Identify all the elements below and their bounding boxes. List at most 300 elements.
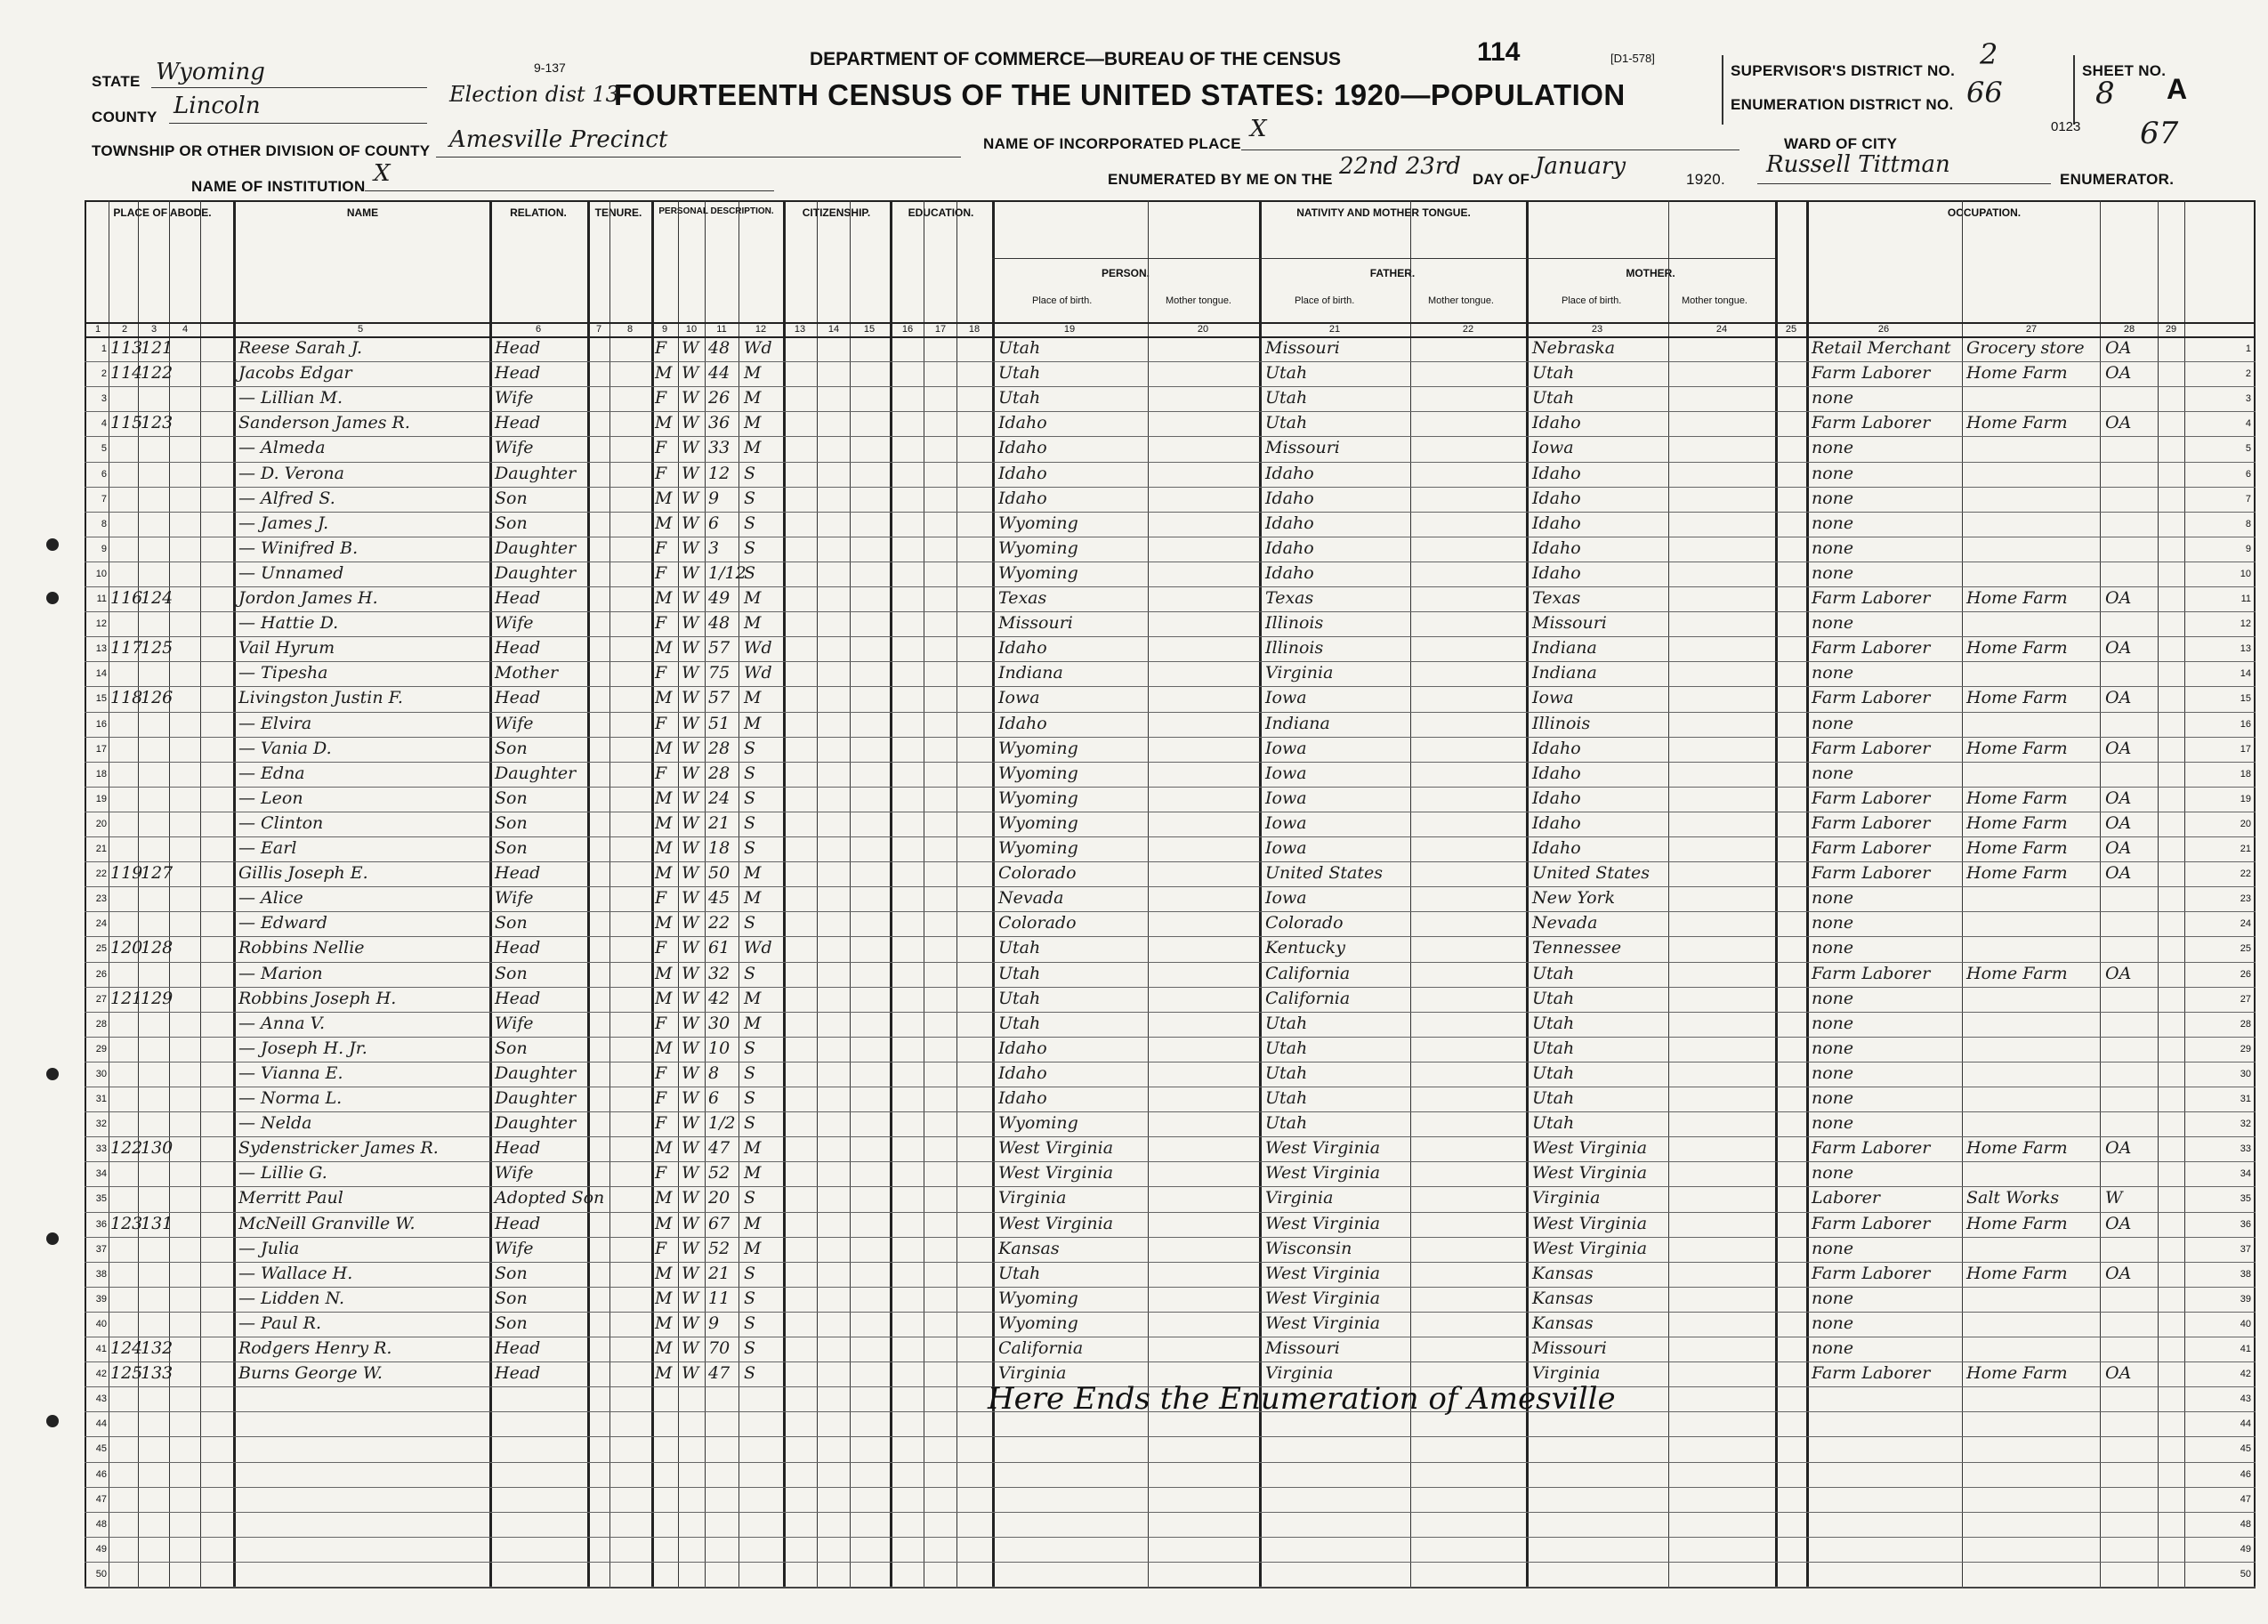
birthplace-mother: Illinois bbox=[1532, 713, 1591, 733]
col-divider bbox=[1410, 200, 1411, 1588]
col-divider bbox=[1526, 200, 1529, 1588]
column-number: 14 bbox=[827, 324, 840, 335]
class-of-worker: W bbox=[2105, 1188, 2123, 1208]
row-rule bbox=[85, 737, 2256, 738]
birthplace-mother: Utah bbox=[1532, 1113, 1575, 1134]
election-district-note: Election dist 13 bbox=[449, 82, 619, 107]
person-name: Robbins Joseph H. bbox=[238, 988, 397, 1008]
row-number: 24 bbox=[2240, 918, 2251, 930]
race: W bbox=[682, 888, 699, 909]
row-rule bbox=[85, 936, 2256, 937]
row-rule bbox=[85, 1287, 2256, 1288]
industry: Home Farm bbox=[1966, 363, 2068, 384]
dwelling-number: 125 bbox=[110, 1363, 143, 1384]
row-rule bbox=[85, 1537, 2256, 1538]
group-nativity: NATIVITY AND MOTHER TONGUE. bbox=[1296, 206, 1471, 219]
relation: Son bbox=[495, 1313, 528, 1333]
marital-status: S bbox=[744, 763, 756, 783]
row-rule bbox=[85, 1361, 2256, 1362]
industry: Home Farm bbox=[1966, 688, 2068, 708]
age: 9 bbox=[708, 1313, 720, 1333]
sex: M bbox=[655, 488, 673, 508]
class-of-worker: OA bbox=[2105, 1263, 2132, 1283]
row-number: 35 bbox=[2240, 1193, 2251, 1205]
occupation: none bbox=[1812, 438, 1854, 458]
relation: Daughter bbox=[495, 1088, 577, 1108]
race: W bbox=[682, 438, 699, 458]
age: 75 bbox=[708, 663, 730, 683]
birthplace-person: Idaho bbox=[998, 713, 1047, 733]
birthplace-father: West Virginia bbox=[1265, 1163, 1381, 1184]
class-of-worker: OA bbox=[2105, 638, 2132, 658]
sex: M bbox=[655, 988, 673, 1008]
col-divider bbox=[651, 200, 654, 1588]
occupation: none bbox=[1812, 537, 1854, 558]
row-number: 17 bbox=[2240, 743, 2251, 755]
row-number: 50 bbox=[95, 1568, 107, 1580]
enumerator-name: Russell Tittman bbox=[1766, 151, 1950, 178]
relation: Son bbox=[495, 1038, 528, 1058]
person-name: — Winifred B. bbox=[238, 537, 359, 558]
sex: M bbox=[655, 413, 673, 433]
industry: Home Farm bbox=[1966, 788, 2068, 808]
birthplace-mother: West Virginia bbox=[1532, 1138, 1648, 1159]
sex: F bbox=[655, 463, 667, 483]
subhead-mother-birthplace: Place of birth. bbox=[1562, 295, 1622, 306]
marital-status: S bbox=[744, 1288, 756, 1308]
age: 32 bbox=[708, 963, 730, 983]
row-rule bbox=[85, 661, 2256, 662]
relation: Son bbox=[495, 788, 528, 808]
family-number: 127 bbox=[141, 863, 174, 884]
occupation: Farm Laborer bbox=[1812, 863, 1931, 884]
birthplace-mother: Utah bbox=[1532, 1038, 1575, 1058]
punch-hole bbox=[46, 1415, 59, 1427]
row-number: 46 bbox=[95, 1468, 107, 1480]
birthplace-mother: Kansas bbox=[1532, 1313, 1594, 1333]
row-number: 38 bbox=[2240, 1268, 2251, 1280]
sex: F bbox=[655, 1088, 667, 1108]
row-rule bbox=[85, 1262, 2256, 1263]
row-number: 2 bbox=[2245, 368, 2251, 380]
row-number: 31 bbox=[95, 1094, 107, 1104]
sex: M bbox=[655, 838, 673, 858]
person-name: — Alice bbox=[238, 888, 303, 909]
row-number: 19 bbox=[2240, 793, 2251, 804]
row-number: 5 bbox=[101, 443, 107, 455]
age: 26 bbox=[708, 388, 730, 408]
row-number: 49 bbox=[2240, 1543, 2251, 1555]
marital-status: S bbox=[744, 1188, 756, 1208]
occupation: none bbox=[1812, 1338, 1854, 1358]
row-number: 48 bbox=[2240, 1518, 2251, 1530]
relation: Head bbox=[495, 338, 541, 358]
sex: F bbox=[655, 763, 667, 783]
birthplace-mother: Utah bbox=[1532, 963, 1575, 983]
birthplace-father: Virginia bbox=[1265, 1188, 1334, 1208]
race: W bbox=[682, 488, 699, 508]
industry: Grocery store bbox=[1966, 338, 2085, 358]
birthplace-father: California bbox=[1265, 963, 1351, 983]
person-name: — Hattie D. bbox=[238, 613, 339, 634]
row-number: 41 bbox=[95, 1344, 107, 1354]
dwelling-number: 116 bbox=[110, 588, 143, 608]
race: W bbox=[682, 913, 699, 933]
person-name: — James J. bbox=[238, 513, 329, 533]
day-of-label: DAY OF bbox=[1473, 171, 1530, 188]
sheet-letter: A bbox=[2167, 73, 2188, 105]
relation: Wife bbox=[495, 888, 534, 909]
row-number: 41 bbox=[2240, 1344, 2251, 1354]
column-number: 11 bbox=[716, 324, 727, 335]
row-rule bbox=[85, 1562, 2256, 1563]
birthplace-mother: Idaho bbox=[1532, 413, 1581, 433]
row-number: 31 bbox=[2240, 1094, 2251, 1104]
row-number: 36 bbox=[95, 1218, 107, 1230]
family-number: 128 bbox=[141, 938, 174, 958]
sex: M bbox=[655, 1038, 673, 1058]
row-number: 27 bbox=[2240, 993, 2251, 1005]
col-divider bbox=[678, 200, 679, 1588]
birthplace-father: Utah bbox=[1265, 413, 1308, 433]
occupation: none bbox=[1812, 613, 1854, 634]
marital-status: S bbox=[744, 1062, 756, 1083]
race: W bbox=[682, 788, 699, 808]
occupation: Laborer bbox=[1812, 1188, 1880, 1208]
sex: M bbox=[655, 638, 673, 658]
race: W bbox=[682, 1088, 699, 1108]
race: W bbox=[682, 1038, 699, 1058]
birthplace-father: Virginia bbox=[1265, 663, 1334, 683]
county-label: COUNTY bbox=[92, 109, 157, 125]
marital-status: S bbox=[744, 562, 756, 583]
age: 24 bbox=[708, 788, 730, 808]
row-rule bbox=[85, 1012, 2256, 1013]
group-name: NAME bbox=[346, 206, 379, 219]
class-of-worker: OA bbox=[2105, 788, 2132, 808]
occupation: none bbox=[1812, 1163, 1854, 1184]
race: W bbox=[682, 1163, 699, 1184]
class-of-worker: OA bbox=[2105, 1138, 2132, 1159]
enumerated-year: 1920. bbox=[1686, 171, 1726, 188]
birthplace-mother: Missouri bbox=[1532, 1338, 1607, 1358]
sex: M bbox=[655, 963, 673, 983]
occupation: none bbox=[1812, 1038, 1854, 1058]
birthplace-father: Iowa bbox=[1265, 738, 1307, 758]
enumerator-label: ENUMERATOR. bbox=[2060, 171, 2175, 188]
incorporated-place-label: NAME OF INCORPORATED PLACE bbox=[983, 135, 1241, 152]
marital-status: S bbox=[744, 838, 756, 858]
marital-status: M bbox=[744, 1013, 762, 1033]
col-divider bbox=[783, 200, 786, 1588]
age: 50 bbox=[708, 863, 730, 884]
relation: Son bbox=[495, 913, 528, 933]
race: W bbox=[682, 413, 699, 433]
incorporated-place-value: X bbox=[1250, 116, 1267, 142]
birthplace-person: Idaho bbox=[998, 1088, 1047, 1108]
industry: Home Farm bbox=[1966, 863, 2068, 884]
birthplace-mother: Utah bbox=[1532, 388, 1575, 408]
row-number: 36 bbox=[2240, 1218, 2251, 1230]
occupation: Farm Laborer bbox=[1812, 413, 1931, 433]
age: 44 bbox=[708, 363, 730, 384]
birthplace-mother: Idaho bbox=[1532, 788, 1581, 808]
family-number: 126 bbox=[141, 688, 174, 708]
family-number: 123 bbox=[141, 413, 174, 433]
birthplace-person: Utah bbox=[998, 363, 1041, 384]
department-heading: DEPARTMENT OF COMMERCE—BUREAU OF THE CENSUS bbox=[810, 49, 1341, 69]
race: W bbox=[682, 963, 699, 983]
birthplace-mother: Idaho bbox=[1532, 537, 1581, 558]
person-name: — Alfred S. bbox=[238, 488, 335, 508]
marital-status: S bbox=[744, 1263, 756, 1283]
birthplace-mother: Idaho bbox=[1532, 488, 1581, 508]
marital-status: S bbox=[744, 537, 756, 558]
person-name: — Vania D. bbox=[238, 738, 332, 758]
person-name: Merritt Paul bbox=[238, 1188, 343, 1208]
row-rule bbox=[85, 1462, 2256, 1463]
birthplace-person: Utah bbox=[998, 938, 1041, 958]
sex: M bbox=[655, 588, 673, 608]
column-number: 22 bbox=[1462, 324, 1474, 335]
person-name: Gillis Joseph E. bbox=[238, 863, 368, 884]
relation: Wife bbox=[495, 388, 534, 408]
column-number: 4 bbox=[182, 324, 189, 335]
column-number: 17 bbox=[934, 324, 947, 335]
marital-status: M bbox=[744, 388, 762, 408]
row-rule bbox=[85, 1512, 2256, 1513]
birthplace-mother: Tennessee bbox=[1532, 938, 1622, 958]
incorporated-underline bbox=[1241, 149, 1739, 150]
person-name: — Julia bbox=[238, 1238, 300, 1258]
birthplace-father: West Virginia bbox=[1265, 1288, 1381, 1308]
person-name: Rodgers Henry R. bbox=[238, 1338, 392, 1358]
relation: Head bbox=[495, 413, 541, 433]
person-name: — Clinton bbox=[238, 812, 324, 833]
birthplace-mother: Utah bbox=[1532, 1062, 1575, 1083]
sheet-number-label: SHEET NO. bbox=[2082, 62, 2167, 79]
row-number: 22 bbox=[95, 869, 107, 880]
row-number: 9 bbox=[2245, 543, 2251, 554]
occupation: none bbox=[1812, 988, 1854, 1008]
industry: Home Farm bbox=[1966, 1138, 2068, 1159]
birthplace-mother: Utah bbox=[1532, 1088, 1575, 1108]
occupation: none bbox=[1812, 938, 1854, 958]
birthplace-father: Iowa bbox=[1265, 812, 1307, 833]
age: 33 bbox=[708, 438, 730, 458]
relation: Head bbox=[495, 363, 541, 384]
occupation: Farm Laborer bbox=[1812, 588, 1931, 608]
group-personal: PERSONAL DESCRIPTION. bbox=[658, 206, 774, 216]
relation: Wife bbox=[495, 438, 534, 458]
person-name: Reese Sarah J. bbox=[238, 338, 363, 358]
punch-hole bbox=[46, 1068, 59, 1080]
occupation: none bbox=[1812, 463, 1854, 483]
row-number: 12 bbox=[2240, 618, 2251, 630]
marital-status: Wd bbox=[744, 638, 772, 658]
col-divider bbox=[609, 200, 610, 1588]
race: W bbox=[682, 1338, 699, 1358]
relation: Wife bbox=[495, 1238, 534, 1258]
occupation: Farm Laborer bbox=[1812, 1363, 1931, 1384]
row-number: 13 bbox=[2240, 643, 2251, 655]
row-number: 49 bbox=[95, 1543, 107, 1555]
person-name: McNeill Granville W. bbox=[238, 1213, 416, 1233]
row-number: 2 bbox=[101, 368, 107, 380]
birthplace-mother: Idaho bbox=[1532, 562, 1581, 583]
birthplace-father: Utah bbox=[1265, 1013, 1308, 1033]
row-number: 30 bbox=[2240, 1068, 2251, 1079]
group-father: FATHER. bbox=[1369, 267, 1416, 279]
row-rule bbox=[85, 861, 2256, 862]
person-name: — Marion bbox=[238, 963, 323, 983]
person-name: — Lillie G. bbox=[238, 1163, 327, 1184]
relation: Head bbox=[495, 1213, 541, 1233]
row-rule bbox=[85, 987, 2256, 988]
dwelling-number: 117 bbox=[110, 638, 143, 658]
birthplace-mother: Kansas bbox=[1532, 1263, 1594, 1283]
row-number: 3 bbox=[2245, 393, 2251, 405]
row-rule bbox=[85, 462, 2256, 463]
dwelling-number: 113 bbox=[110, 338, 143, 358]
birthplace-mother: Kansas bbox=[1532, 1288, 1594, 1308]
township-underline bbox=[436, 157, 961, 158]
marital-status: M bbox=[744, 713, 762, 733]
marital-status: S bbox=[744, 963, 756, 983]
column-number: 18 bbox=[968, 324, 981, 335]
row-number: 25 bbox=[2240, 943, 2251, 955]
column-number: 9 bbox=[661, 324, 668, 335]
row-number: 46 bbox=[2240, 1468, 2251, 1480]
birthplace-person: Idaho bbox=[998, 1062, 1047, 1083]
age: 1/12 bbox=[708, 562, 747, 583]
row-rule bbox=[85, 686, 2256, 687]
occupation: none bbox=[1812, 1013, 1854, 1033]
person-name: — Lidden N. bbox=[238, 1288, 345, 1308]
birthplace-father: Utah bbox=[1265, 388, 1308, 408]
group-mother: MOTHER. bbox=[1626, 267, 1675, 279]
col-divider bbox=[1259, 200, 1262, 1588]
row-number: 18 bbox=[2240, 768, 2251, 780]
birthplace-person: Colorado bbox=[998, 863, 1077, 884]
birthplace-father: Utah bbox=[1265, 1113, 1308, 1134]
birthplace-mother: Idaho bbox=[1532, 738, 1581, 758]
age: 10 bbox=[708, 1038, 730, 1058]
relation: Head bbox=[495, 1363, 541, 1384]
birthplace-person: Utah bbox=[998, 388, 1041, 408]
class-of-worker: OA bbox=[2105, 1363, 2132, 1384]
birthplace-person: Wyoming bbox=[998, 838, 1078, 858]
birthplace-person: Kansas bbox=[998, 1238, 1060, 1258]
row-number: 48 bbox=[95, 1518, 107, 1530]
row-number: 4 bbox=[2245, 418, 2251, 430]
dwelling-number: 124 bbox=[110, 1338, 143, 1358]
race: W bbox=[682, 663, 699, 683]
row-number: 5 bbox=[2245, 443, 2251, 455]
marital-status: S bbox=[744, 1363, 756, 1384]
race: W bbox=[682, 638, 699, 658]
row-number: 39 bbox=[95, 1293, 107, 1305]
person-name: — Almeda bbox=[238, 438, 326, 458]
row-rule bbox=[85, 512, 2256, 513]
age: 8 bbox=[708, 1062, 720, 1083]
row-number: 34 bbox=[2240, 1168, 2251, 1180]
industry: Home Farm bbox=[1966, 413, 2068, 433]
race: W bbox=[682, 1238, 699, 1258]
column-number: 12 bbox=[755, 324, 767, 335]
age: 67 bbox=[708, 1213, 730, 1233]
row-number: 14 bbox=[2240, 668, 2251, 680]
birthplace-father: Missouri bbox=[1265, 1338, 1340, 1358]
race: W bbox=[682, 363, 699, 384]
race: W bbox=[682, 338, 699, 358]
birthplace-mother: West Virginia bbox=[1532, 1163, 1648, 1184]
birthplace-mother: Idaho bbox=[1532, 812, 1581, 833]
marital-status: M bbox=[744, 688, 762, 708]
row-number: 40 bbox=[95, 1318, 107, 1329]
relation: Head bbox=[495, 863, 541, 884]
birthplace-mother: Idaho bbox=[1532, 513, 1581, 533]
relation: Son bbox=[495, 812, 528, 833]
row-number: 23 bbox=[2240, 893, 2251, 905]
birthplace-mother: Indiana bbox=[1532, 638, 1597, 658]
marital-status: M bbox=[744, 988, 762, 1008]
punch-hole bbox=[46, 1232, 59, 1245]
row-number: 44 bbox=[2240, 1418, 2251, 1430]
race: W bbox=[682, 463, 699, 483]
column-number: 24 bbox=[1715, 324, 1728, 335]
class-of-worker: OA bbox=[2105, 688, 2132, 708]
birthplace-person: Wyoming bbox=[998, 763, 1078, 783]
marital-status: S bbox=[744, 1313, 756, 1333]
sex: F bbox=[655, 1238, 667, 1258]
occupation: Farm Laborer bbox=[1812, 688, 1931, 708]
row-number: 15 bbox=[2240, 693, 2251, 705]
col-divider bbox=[992, 200, 995, 1588]
row-number: 6 bbox=[101, 468, 107, 480]
class-of-worker: OA bbox=[2105, 413, 2132, 433]
industry: Home Farm bbox=[1966, 1263, 2068, 1283]
occupation: none bbox=[1812, 513, 1854, 533]
birthplace-person: West Virginia bbox=[998, 1213, 1114, 1233]
birthplace-mother: West Virginia bbox=[1532, 1213, 1648, 1233]
age: 45 bbox=[708, 888, 730, 909]
occupation: Farm Laborer bbox=[1812, 1213, 1931, 1233]
row-number: 25 bbox=[95, 943, 107, 955]
birthplace-person: West Virginia bbox=[998, 1138, 1114, 1159]
col-divider bbox=[489, 200, 492, 1588]
marital-status: M bbox=[744, 413, 762, 433]
industry: Home Farm bbox=[1966, 963, 2068, 983]
sex: M bbox=[655, 788, 673, 808]
sex: F bbox=[655, 888, 667, 909]
row-rule bbox=[85, 1111, 2256, 1112]
race: W bbox=[682, 738, 699, 758]
row-number: 16 bbox=[2240, 718, 2251, 730]
relation: Head bbox=[495, 1138, 541, 1159]
race: W bbox=[682, 562, 699, 583]
row-number: 21 bbox=[95, 844, 107, 854]
industry: Salt Works bbox=[1966, 1188, 2060, 1208]
county-value: Lincoln bbox=[174, 93, 261, 119]
row-number: 45 bbox=[95, 1443, 107, 1455]
sex: M bbox=[655, 363, 673, 384]
relation: Wife bbox=[495, 1163, 534, 1184]
race: W bbox=[682, 1213, 699, 1233]
birthplace-person: Wyoming bbox=[998, 1288, 1078, 1308]
relation: Son bbox=[495, 738, 528, 758]
relation: Head bbox=[495, 1338, 541, 1358]
